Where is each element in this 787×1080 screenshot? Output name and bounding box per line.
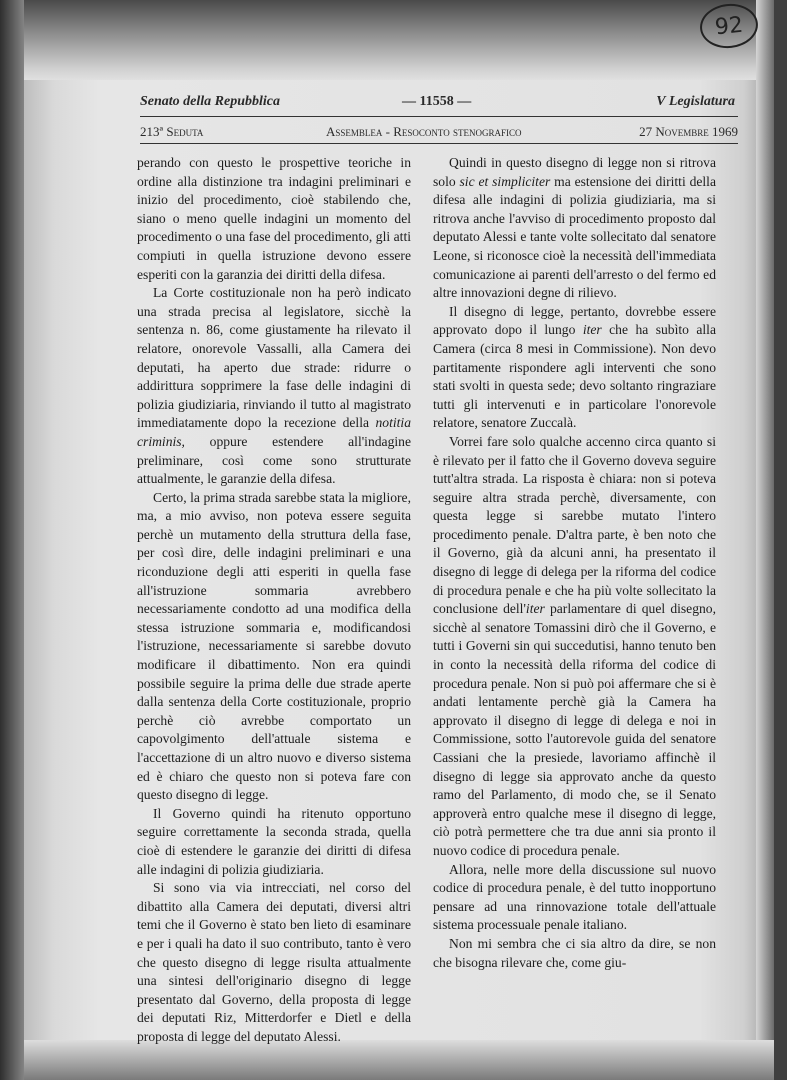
header-chamber: Senato della Repubblica — [140, 94, 280, 109]
header-report-type: Assemblea - Resoconto stenografico — [326, 124, 522, 139]
text-column-right — [433, 154, 716, 972]
running-subheader — [140, 124, 738, 144]
header-session: 213ª Seduta — [140, 124, 204, 139]
paragraph: Non mi sembra che ci sia altro da dire, se non che bisogna rilevare che, come giu- — [433, 935, 716, 970]
paragraph: Vorrei fare solo qualche accenno circa quanto si è rilevato per il fatto che il Governo doveva seguire tutt'altra strada. La risposta è chiara: non si poteva seguire altra strada perchè, diversamente, con questa legge si sarebbe mutato l'intero procedimento penale. D'altra parte, è ben noto che il Governo, già da alcuni anni, ha presentato il disegno di legge di delega per la riforma del codice di procedura penale e che ha più volte sollecitato la conclusione dell'iter parlamentare di quel disegno, sicchè al senatore Tomassini dirò che il Governo, e tutti i Governi sin qui succedutisi, hanno tenuto ben in conto la necessità della riforma del codice di procedura penale. Non si può poi affermare che si è andati lentamente perchè già la Camera ha approvato il disegno di legge di delega e noi in Commissione, sotto l'autorevole guida del senatore Cassiani che la presiede, lavoriamo affinchè il disegno di legge sia approvato anche da questo ramo del Parlamento, di modo che, se il Senato approverà entro qualche mese il disegno di legge, ciò potrà permettere che tra due anni sia pronto il nuovo codice di procedura penale. — [433, 433, 717, 858]
running-header — [140, 94, 735, 116]
paragraph: Il Governo quindi ha ritenuto opportuno seguire correttamente la seconda strada, quella cioè di estendere le garanzie dei diritti di difesa alle indagini di polizia giudiziaria. — [137, 805, 411, 877]
header-page-number: — 11558 — — [402, 94, 472, 109]
paragraph: Certo, la prima strada sarebbe stata la migliore, ma, a mio avviso, non poteva essere seguita perchè un mutamento della struttura della fase, per così dire, delle indagini preliminari e una riconduzione degli atti esperiti in quella fase all'istruzione sommaria avrebbero necessariamente condotto ad una modifica della stessa istruzione sommaria e, modificandosi l'istruzione, necessariamente si sarebbe dovuto modificare il dibattimento. Non era quindi possibile seguire la prima delle due strade aperte dalla sentenza della Corte costituzionale, proprio perchè ciò avrebbe comportato un capovolgimento dell'attuale sistema e l'accettazione di un altro nuovo e diverso sistema ed è chiaro che questo non si poteva fare con questo disegno di legge. — [137, 489, 411, 803]
paragraph: Il disegno di legge, pertanto, dovrebbe essere approvato dopo il lungo iter che ha subìto alla Camera (circa 8 mesi in Commissione). Non devo partitamente rispondere agli interventi che sono stati svolti in questa sede; devo soltanto ringraziare tutti gli intervenuti e in particolare l'onorevole relatore, senatore Zuccalà. — [433, 303, 716, 431]
paragraph: La Corte costituzionale non ha però indicato una strada precisa al legislatore, sicchè la sentenza n. 86, come giustamente ha rilevato il relatore, onorevole Vassalli, alla Camera dei deputati, ha aperto due strade: ridurre o addirittura sopprimere la fase delle indagini di polizia giudiziaria, rinviando il tutto al magistrato immediatamente dopo la recezione della notitia criminis, oppure estendere all'indagine preliminare, così come sono strutturate attualmente, le garanzie della difesa. — [137, 285, 411, 487]
text-column-left — [137, 154, 411, 1047]
header-date: 27 Novembre 1969 — [639, 124, 738, 139]
paragraph: perando con questo le prospettive teoriche in ordine alla distinzione tra indagini preliminari e inizio del procedimento, cioè stabilendo che, siano o meno quelle indagini un momento del procedimento o una fase del procedimento, gli atti compiuti in quella istruzione devono essere esperiti con la garanzia dei diritti della difesa. — [137, 155, 411, 282]
handwritten-page-number: 92 — [698, 1, 760, 51]
paragraph: Quindi in questo disegno di legge non si ritrova solo sic et simpliciter ma estensione dei diritti della difesa alle indagini di polizia giudiziaria, ma si ritrova anche l'avviso di procedimento proposto dal deputato Alessi e tante volte sollecitato dal senatore Leone, si riconosce cioè la necessità dell'immediata comunicazione ai parenti dell'arresto o del fermo ed altre innovazioni degne di rilievo. — [433, 155, 716, 301]
header-legislature: V Legislatura — [656, 94, 735, 109]
header-rule-bottom — [140, 143, 738, 144]
scan-top-shadow — [24, 0, 774, 80]
scan-right-shadow — [756, 0, 774, 1080]
paragraph: Allora, nelle more della discussione sul nuovo codice di procedura penale, è del tutto inopportuno pensare ad una rinnovazione totale dell'attuale sistema processuale penale italiano. — [433, 861, 716, 933]
header-rule-top — [140, 116, 738, 117]
paragraph: Si sono via via intrecciati, nel corso del dibattito alla Camera dei deputati, diversi altri temi che il Governo è stato ben lieto di esaminare e per i quali ha dato il suo contributo, tanto è vero che questo disegno di legge risulta attualmente una sintesi dell'originario disegno di legge presentato dal Governo, della proposta di legge dei deputati Riz, Mitterdorfer e Dietl e della proposta di legge del deputato Alessi. — [137, 880, 411, 1044]
